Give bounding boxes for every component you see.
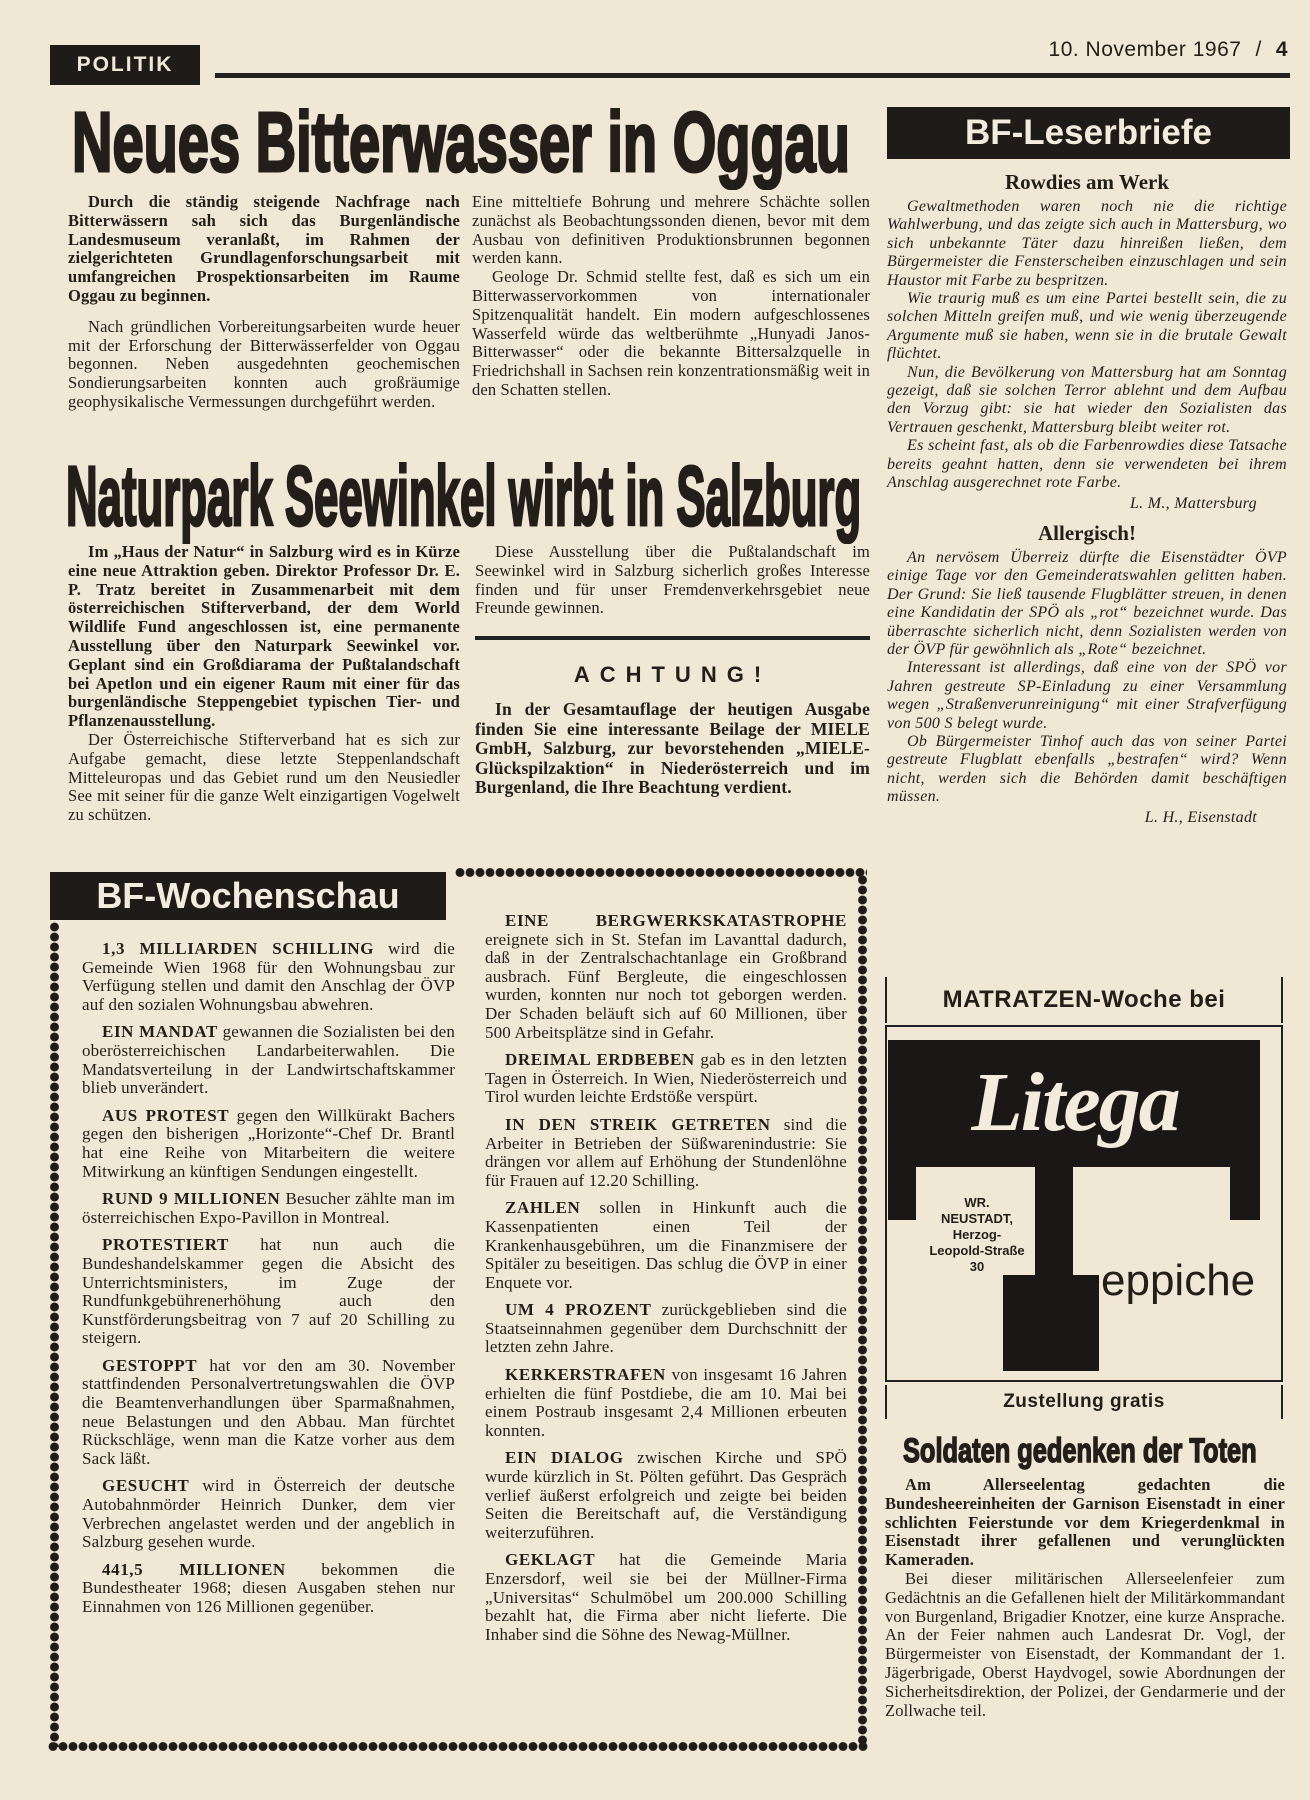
ad-t-foot — [1003, 1275, 1099, 1371]
news-kicker: GESTOPPT — [102, 1355, 198, 1375]
news-text: wird in Österreich der deutsche Autobahnmörder Heinrich Dunker, dem vier Verbrechen angelastet werden und der angeblich in Salzburg gesehen wurde. — [82, 1476, 455, 1552]
news-text: sollen in Hinkunft auch die Kassenpatienten einen Teil der Krankenhausgebühren, um die Finanzmisere der Spitäler zu beseitigen. Das schlug die ÖVP in einer Enquete vor. — [485, 1198, 847, 1292]
ad-footer: Zustellung gratis — [885, 1385, 1283, 1419]
wochenschau-col2 — [485, 912, 847, 1653]
letter-signature: L. M., Mattersburg — [1129, 494, 1257, 512]
body-paragraph: Bei dieser militärischen Allerseelenfeier zum Gedächtnis an die Gefallenen hielt der Militärkommandant von Burgenland, Brigadier Knotzer, eine kurze Ansprache. An der Feier nahmen auch Landesrat Dr. Vogl, der Bürgermeister von Eisenstadt, der Kommandant der 1. Jägerbrigade, Oberst Haydvogel, sowie Abordnungen der Sicherheitsdirektion, der Polizei, der Gendarmerie und der Zollwache teil. — [885, 1568, 1285, 1720]
article2-col1 — [68, 543, 460, 825]
body-paragraph: Der Österreichische Stifterverband hat es sich zur Aufgabe gemacht, diese letzte Steppenlandschaft Mitteleuropas und das Gebiet rund um den Neusiedler See mit seiner für die ganze Welt einzigartigen Vogelwelt zu schützen. — [68, 729, 460, 825]
news-kicker: GESUCHT — [102, 1476, 190, 1496]
ad-header — [885, 977, 1283, 1023]
news-text: gegen den Willkürakt Bachers gegen den bisherigen „Horizonte“-Chef Dr. Brantl hat eine Reihe von Mitarbeitern die weitere Mitwirkung an künftigen Sendungen eingestellt. — [82, 1105, 455, 1181]
news-text: gewannen die Sozialisten bei den oberösterreichischen Landarbeiterwahlen. Die Mandatsverteilung in der Landwirtschaftskammer blieb unverändert. — [82, 1022, 455, 1098]
news-text: Besucher zählte man im österreichischen Expo-Pavillon in Montreal. — [82, 1189, 455, 1227]
wochenschau-title: BF-Wochenschau — [50, 872, 446, 920]
news-text: hat vor den am 30. November stattfindenden Personalvertretungswahlen die ÖVP die Beamtenverhandlungen über Sparmaßnahmen, neue Belastungen und den Abbau. Man fürchtet Rückschläge, wenn man die Katze vorher aus dem Sack läßt. — [82, 1355, 456, 1468]
litega-advertisement — [885, 977, 1283, 1419]
ad-product: eppiche — [1101, 1256, 1256, 1305]
news-text: gab es in den letzten Tagen in Österreich. In Wien, Niederösterreich und Tirol wurden leichte Erdstöße verspürt. — [485, 1050, 847, 1107]
news-kicker: UM 4 PROZENT — [505, 1300, 652, 1320]
date-text: 10. November 1967 — [1048, 38, 1242, 61]
body-paragraph: Diese Ausstellung über die Pußtalandschaft im Seewinkel wird in Salzburg sicherlich großes Interesse finden und für unser Fremdenverkehrsgebiet neue Freunde gewinnen. — [475, 542, 870, 618]
article-soldaten-headline-wrap — [903, 1432, 1310, 1470]
lead-paragraph: Am Allerseelentag gedachten die Bundesheereinheiten der Garnison Eisenstadt in einer schlichten Feierstunde vor dem Kriegerdenkmal in Eisenstadt ihrer gefallenen und verunglückten Kameraden. — [885, 1475, 1285, 1570]
news-item — [485, 1301, 847, 1357]
letter-paragraph: Nun, die Bevölkerung von Mattersburg hat am Sonntag gezeigt, daß sie solchen Terror ablehnt und dem Aufbau den Vorzug gibt: sie hat wieder den Sozialisten das Vertrauen geschenkt, Mattersburg bleibt weiter rot. — [887, 363, 1287, 436]
body-paragraph: Geologe Dr. Schmid stellte fest, daß es sich um ein Bitterwasservorkommen von internationaler Spitzenqualität handelt. Ein modern aufgeschlossenes Wasserfeld würde das weltberühmte „Hunyadi Janos-Bitterwasser“ oder die bekannte Bittersalzquelle in Friedrichshall in Sachsen rein konzentrationsmäßig weit in den Schatten stellen. — [472, 267, 870, 399]
news-item — [82, 1477, 455, 1551]
dotted-border-top — [455, 866, 867, 879]
news-kicker: AUS PROTEST — [102, 1105, 230, 1125]
letter-signature: L. H., Eisenstadt — [1144, 808, 1257, 826]
header-rule — [215, 73, 1290, 78]
letter-title: Rowdies am Werk — [1004, 170, 1170, 194]
article2-col2 — [475, 543, 870, 618]
dotted-border-bottom — [48, 1740, 868, 1753]
dotted-border-left — [48, 922, 61, 1747]
page-number: 4 — [1275, 38, 1288, 61]
news-kicker: PROTESTIERT — [102, 1235, 229, 1255]
news-item — [82, 1561, 455, 1617]
news-kicker: GEKLAGT — [505, 1550, 596, 1570]
ad-t-stem — [1035, 1165, 1073, 1277]
news-text: hat nun auch die Bundeshandelskammer gegen die Absicht des Unterrichtsministers, im Zuge der Rundfunkgebührenerhöhung auch den Kunstförderungsbeitrag von 7 auf 20 Schilling zu steigern. — [82, 1235, 455, 1348]
address-line: Leopold-Straße — [929, 1243, 1025, 1258]
address-line: 30 — [969, 1259, 985, 1274]
news-text: zurückgeblieben sind die Staatseinnahmen gegenüber dem Durchschnitt der letzten zehn Jahre. — [485, 1300, 847, 1357]
letter-body — [887, 198, 1287, 513]
letter-paragraph: Ob Bürgermeister Tinhof auch das von seiner Partei gestreute Flugblatt ebenfalls „bestrafen“ wird? Wenn nicht, werden sich die Behörden damit beschäftigen müssen. — [887, 732, 1287, 806]
notice-title: ACHTUNG! — [573, 662, 772, 687]
news-text: wird die Gemeinde Wien 1968 für den Wohnungsbau zur Verfügung stellen und damit den Anschlag der ÖVP auf den sozialen Wohnungsbau abwehren. — [82, 939, 455, 1014]
news-item — [82, 1107, 455, 1181]
leserbriefe-title: BF-Leserbriefe — [887, 107, 1290, 159]
news-text: ereignete sich in St. Stefan im Lavanttal dadurch, daß in der Zentralschachtanlage ein Großbrand ausbrach. Fünf Bergleute, die eingeschlossen wurden, konnten nur noch tot geborgen werden. Der Schaden beläuft sich auf 60 Millionen, über 500 Arbeitsplätze sind in Gefahr. — [485, 929, 847, 1042]
news-item — [485, 1551, 847, 1644]
news-kicker: EINE BERGWERKSKATASTROPHE — [505, 911, 847, 930]
notice-text — [475, 700, 870, 798]
news-item — [485, 1449, 847, 1542]
news-text: sind die Arbeiter in Betrieben der Süßwarenindustrie: Sie drängen vor allem auf Erhöhung der Stundenlöhne für Frauen auf 12.20 Schilling. — [485, 1114, 847, 1190]
article-headline: Neues Bitterwasser in Oggau — [72, 95, 851, 189]
news-item — [82, 1023, 455, 1097]
address-line: WR. — [964, 1195, 990, 1210]
news-item — [485, 1116, 847, 1190]
news-kicker: EIN MANDAT — [102, 1022, 218, 1042]
news-item — [485, 1051, 847, 1107]
address-line: Herzog- — [952, 1227, 1002, 1242]
news-item — [82, 940, 455, 1014]
news-text: bekommen die Bundestheater 1968; diesen Ausgaben stehen nur Einnahmen von 126 Millionen gegenüber. — [82, 1559, 455, 1616]
letter-paragraph: Gewaltmethoden waren noch nie die richtige Wahlwerbung, und das zeigte sich auch in Mattersburg, wo sich unbekannte Täter dazu hinreißen ließen, dem Bürgermeister die Fensterscheiben einzuschlagen und sein Haustor mit Farbe zu bespritzen. — [887, 198, 1287, 289]
news-text: hat die Gemeinde Maria Enzersdorf, weil sie bei der Müllner-Firma „Universitas“ Schulmöbel um 200.000 Schilling bezahlt hat, die Firma aber nicht lieferte. Die Inhaber sind die Söhne des Newag-Müllner. — [485, 1550, 847, 1644]
letter-body — [887, 549, 1287, 827]
article-headline: Naturpark Seewinkel wirbt in Salzburg — [66, 449, 862, 543]
news-item — [485, 1199, 847, 1292]
news-kicker: IN DEN STREIK GETRETEN — [505, 1114, 771, 1134]
body-paragraph: Nach gründlichen Vorbereitungsarbeiten wurde heuer mit der Erforschung der Bitterwässerfelder von Oggau begonnen. Neben ausgedehnten geochemischen Sondierungsarbeiten konnten auch großräumige geophysikalische Vermessungen durchgeführt werden. — [68, 316, 460, 411]
notice-paragraph: In der Gesamtauflage der heutigen Ausgabe finden Sie eine interessante Beilage der MIELE GmbH, Salzburg, zur bevorstehenden „MIELE-Glückspilzaktion“ in Niederösterreich und im Burgenland, die Ihre Beachtung verdient. — [475, 699, 870, 797]
news-kicker: ZAHLEN — [505, 1198, 581, 1218]
ad-address — [921, 1195, 1033, 1275]
news-item — [82, 1357, 455, 1469]
wochenschau-col1 — [82, 940, 455, 1626]
news-item — [82, 1236, 455, 1348]
news-kicker: 441,5 MILLIONEN — [102, 1559, 286, 1579]
article-headline: Soldaten gedenken der Toten — [903, 1432, 1257, 1470]
article3-body — [885, 1476, 1285, 1720]
news-kicker: EIN DIALOG — [505, 1448, 624, 1468]
litega-logo: Litega — [971, 1056, 1179, 1149]
lead-paragraph: Im „Haus der Natur“ in Salzburg wird es in Kürze eine neue Attraktion geben. Direktor Professor Dr. E. P. Tratz bereitet in Zusammenarbeit mit dem österreichischen Stifterverband, der dem World Wildlife Fund angeschlossen ist, eine permanente Ausstellung über den Naturpark Seewinkel vor. Geplant sind ein Großdiarama der Pußtalandschaft bei Apetlon und ein eigener Raum mit einer für das burgenländische Steppengebiet typischen Tier- und Pflanzenausstellung. — [68, 542, 460, 731]
news-text: zwischen Kirche und SPÖ wurde kürzlich in St. Pölten geführt. Das Gespräch verlief äußerst erfolgreich und zeigte bei beiden Seiten die Bereitschaft auf, die Verständigung weiterzuführen. — [485, 1448, 848, 1542]
dotted-border-right — [856, 875, 869, 1747]
address-line: NEUSTADT, — [941, 1211, 1013, 1226]
news-item — [485, 912, 847, 1042]
article1-col1 — [68, 193, 460, 412]
news-kicker: KERKERSTRAFEN — [505, 1365, 666, 1385]
letter-paragraph: Es scheint fast, als ob die Farbenrowdies diese Tatsache bereits geahnt hatten, denn sie verwendeten bei ihrem Anschlag ausgerechnet rote Farbe. — [887, 437, 1287, 492]
news-kicker: RUND 9 MILLIONEN — [102, 1189, 281, 1209]
divider-rule — [475, 636, 870, 640]
page-separator: / — [1255, 38, 1262, 61]
letters-column — [887, 170, 1287, 827]
article1-col2 — [472, 193, 870, 400]
section-label: POLITIK — [50, 45, 200, 85]
lead-paragraph: Durch die ständig steigende Nachfrage nach Bitterwässern sah sich das Burgenländische Landesmuseum veranlaßt, im Rahmen der zielgerichteten Grundlagenforschungsarbeit mit umfangreichen Prospektionsarbeiten im Raume Oggau zu beginnen. — [68, 192, 460, 305]
letter-paragraph: An nervösem Überreiz dürfte die Eisenstädter ÖVP einige Tage vor den Gemeinderatswahlen gelitten haben. Der Grund: Sie ließ tausende Flugblätter streuen, in denen eine Kandidatin der SPÖ als „rot“ bezeichnet wurde. Das überraschte sicherlich nicht, denn Sozialisten werden von der ÖVP für gewöhnlich als „Rote“ bezeichnet. — [887, 548, 1287, 658]
news-item — [82, 1190, 455, 1227]
letter-title: Allergisch! — [1038, 520, 1136, 545]
letter-paragraph: Wie traurig muß es um eine Partei bestellt sein, die zu solchen Mitteln greifen muß, und wie wenig überzeugende Argumente muß sie haben, wenn sie in die brutale Gewalt flüchtet. — [887, 290, 1287, 363]
news-item — [485, 1366, 847, 1440]
news-kicker: 1,3 MILLIARDEN SCHILLING — [102, 939, 375, 958]
letter-paragraph: Interessant ist allerdings, daß eine von der SPÖ vor Jahren gestreute SP-Einladung zu einer Versammlung wegen „Straßenverunreinigung“ mit einer Strafverfügung von 500 S belegt wurde. — [887, 659, 1287, 732]
news-text: von insgesamt 16 Jahren erhielten die fünf Postdiebe, die am 10. Mai bei einem Postraub insgesamt 2,4 Millionen erbeuten konnten. — [485, 1365, 847, 1440]
issue-date — [1049, 38, 1288, 62]
ad-header-text: MATRATZEN-Woche bei — [942, 986, 1226, 1013]
news-kicker: DREIMAL ERDBEBEN — [505, 1050, 695, 1070]
body-paragraph: Eine mitteltiefe Bohrung und mehrere Schächte sollen zunächst als Beobachtungssonden dienen, bevor mit dem Ausbau von definitiven Produktionsbrunnen begonnen werden kann. — [472, 192, 870, 268]
